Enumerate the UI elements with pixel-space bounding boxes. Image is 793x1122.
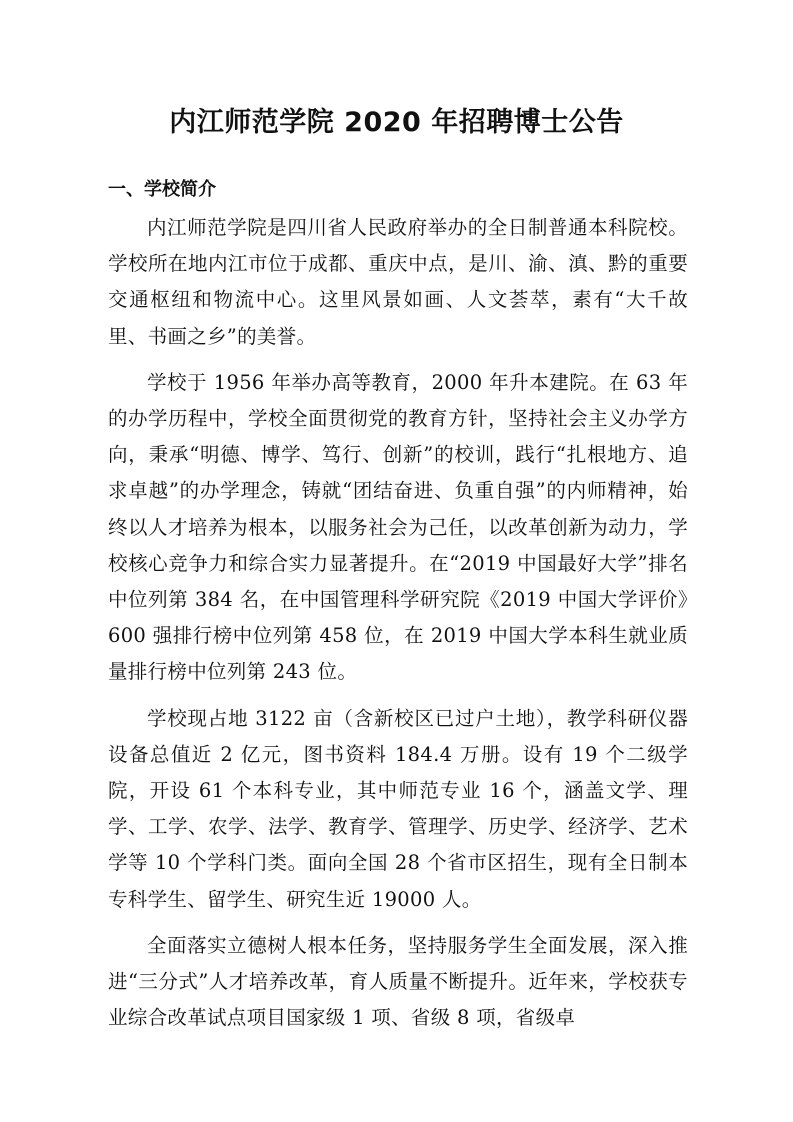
paragraph-facilities: 学校现占地 3122 亩（含新校区已过户土地），教学科研仪器设备总值近 2 亿元，图书资料 184.4 万册。设有 19 个二级学院，开设 61 个本科专业，其中师范专业 16 个，涵盖文学、理学、工学、农学、法学、教育学、管理学、历史学、经济学、艺术学等 10 个学科门类。面向全国 28 个省市区招生，现有全日制本专科学生、留学生、研究生近 19000 人。	[108, 706, 688, 911]
paragraph-intro: 内江师范学院是四川省人民政府举办的全日制普通本科院校。学校所在地内江市位于成都、重庆中点，是川、渝、滇、黔的重要交通枢纽和物流中心。这里风景如画、人文荟萃，素有“大千故里、书画之乡”的美誉。	[108, 216, 688, 348]
section-heading: 一、学校简介	[108, 179, 216, 200]
paragraph-history: 学校于 1956 年举办高等教育，2000 年升本建院。在 63 年的办学历程中，学校全面贯彻党的教育方针，坚持社会主义办学方向，秉承“明德、博学、笃行、创新”的校训，践行“扎根地方、追求卓越”的办学理念，铸就“团结奋进、负重自强”的内师精神，始终以人才培养为根本，以服务社会为己任，以改革创新为动力，学校核心竞争力和综合实力显著提升。在“2019 中国最好大学”排名中位列第 384 名，在中国管理科学研究院《2019 中国大学评价》600 强排行榜中位列第 458 位，在 2019 中国大学本科生就业质量排行榜中位列第 243 位。	[108, 370, 688, 684]
paragraph-education: 全面落实立德树人根本任务，坚持服务学生全面发展，深入推进“三分式”人才培养改革，育人质量不断提升。近年来，学校获专业综合改革试点项目国家级 1 项、省级 8 项，省级卓	[108, 933, 688, 1030]
document-title: 内江师范学院 2020 年招聘博士公告	[169, 107, 624, 138]
document-body	[108, 210, 688, 1046]
